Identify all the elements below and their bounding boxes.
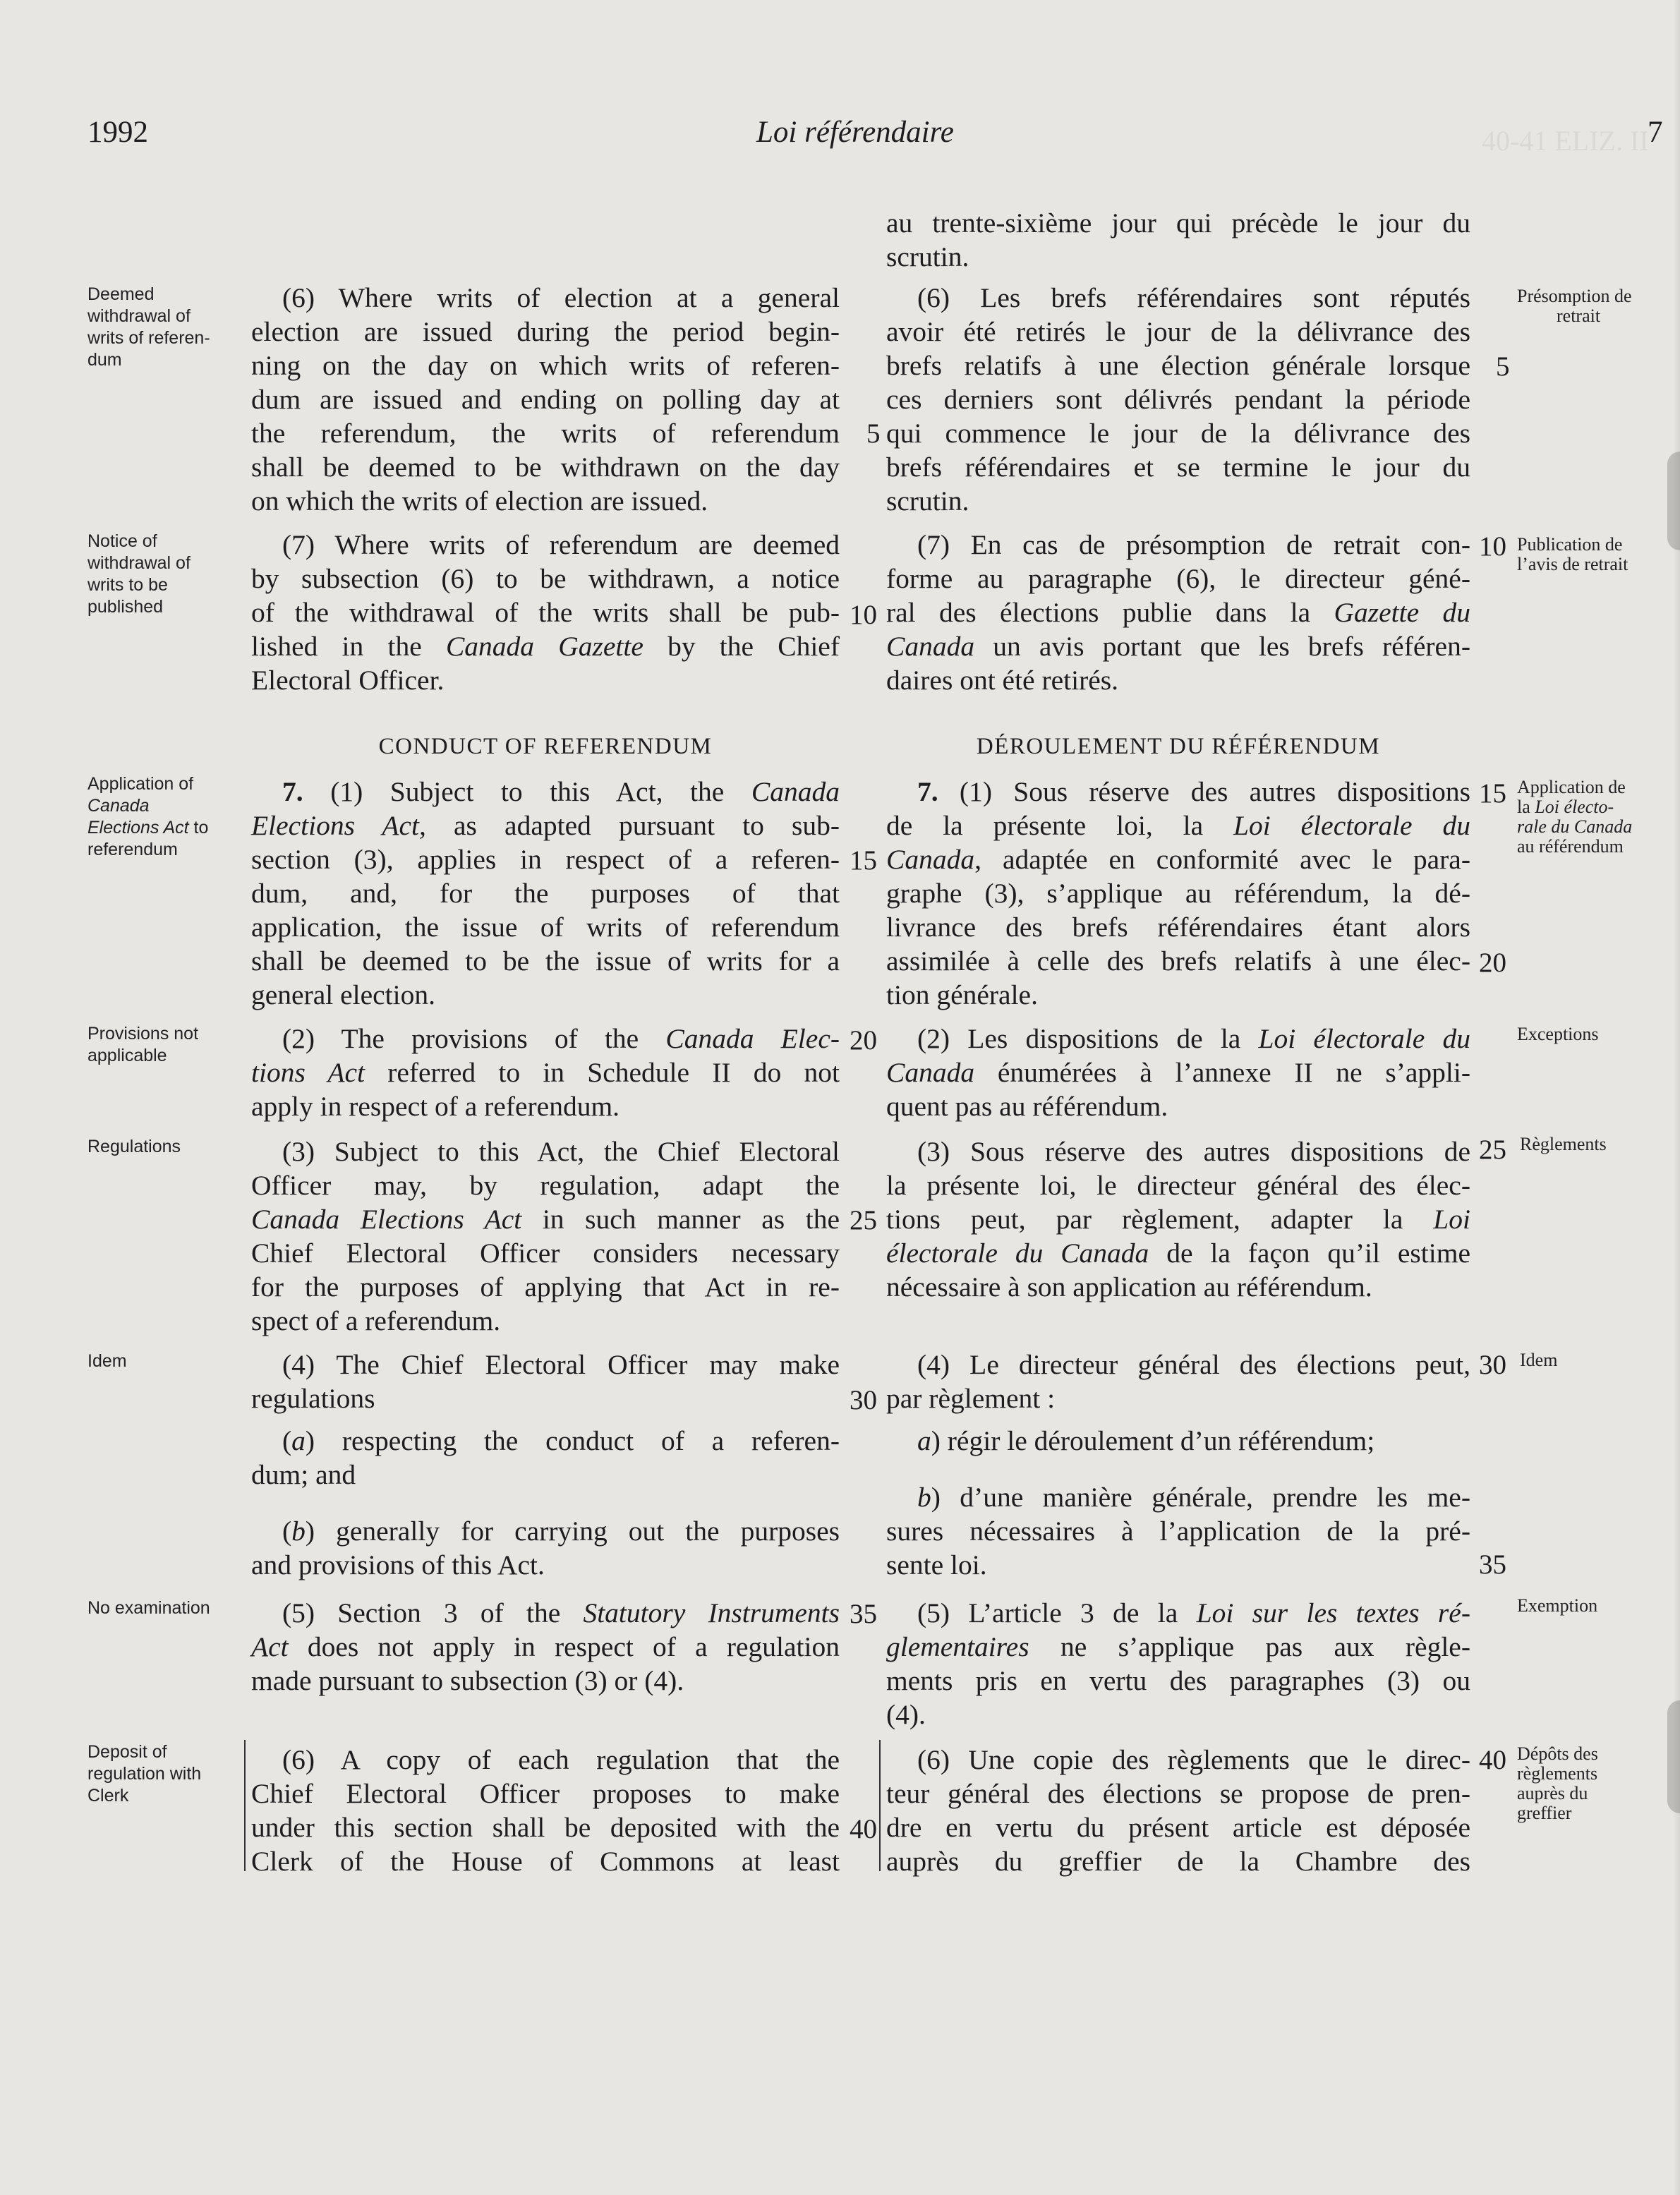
amendment-rule-fr	[879, 1740, 881, 1871]
text-line: qui commence le jour de la délivrance des	[886, 418, 1470, 449]
line-number-center: 15	[850, 845, 877, 876]
text-line: 7. (1) Sous réserve des autres dispositions	[917, 776, 1470, 807]
line-number-right: 35	[1479, 1549, 1506, 1580]
margin-note-en: Deposit of regulation with Clerk	[87, 1742, 202, 1806]
text-line: Electoral Officer.	[251, 665, 445, 696]
text-line: made pursuant to subsection (3) or (4).	[251, 1665, 684, 1696]
text-line: section (3), applies in respect of a referen-	[251, 844, 840, 875]
text-line: Canada un avis portant que les brefs référen-	[886, 631, 1470, 662]
header-page-number: 7	[1648, 116, 1663, 149]
margin-note-fr: Dépôts des règlements auprès du greffier	[1517, 1743, 1598, 1823]
text-line: (3) Subject to this Act, the Chief Electoral	[282, 1136, 840, 1167]
line-number-center: 25	[850, 1205, 877, 1235]
text-line: election are issued during the period begin-	[251, 316, 840, 347]
text-line: glementaires ne s’applique pas aux règle-	[886, 1631, 1470, 1662]
margin-note-fr: Exemption	[1517, 1595, 1598, 1616]
text-line: on which the writs of election are issued.	[251, 485, 708, 516]
text-line: shall be deemed to be the issue of writs for a	[251, 945, 840, 976]
fr-section-7-2	[886, 1022, 1470, 1123]
text-line: forme au paragraphe (6), le directeur géné-	[886, 563, 1470, 594]
text-line: dum; and	[251, 1459, 356, 1490]
text-line: shall be deemed to be withdrawn on the day	[251, 452, 840, 483]
text-line: scrutin.	[886, 241, 969, 272]
text-line: under this section shall be deposited with the	[251, 1812, 840, 1843]
text-line: quent pas au référendum.	[886, 1091, 1168, 1122]
en-section-7-1	[251, 775, 840, 1012]
line-number-right: 40	[1479, 1745, 1506, 1775]
text-line: dum, and, for the purposes of that	[251, 878, 840, 909]
text-line: (6) Une copie des règlements que le direc-	[917, 1744, 1470, 1775]
text-line: regulations	[251, 1383, 375, 1414]
en-subsection-6	[251, 281, 840, 518]
margin-note-fr: Publication de l’avis de retrait	[1517, 534, 1628, 574]
text-line: (a) respecting the conduct of a referen-	[282, 1425, 840, 1456]
amendment-rule-en	[244, 1740, 246, 1871]
fr-section-7-4	[886, 1348, 1470, 1415]
text-line: (2) The provisions of the Canada Elec-	[282, 1023, 840, 1054]
text-line: ces derniers sont délivrés pendant la période	[886, 384, 1470, 415]
en-section-7-3	[251, 1135, 840, 1338]
text-line: a) régir le déroulement d’un référendum;	[917, 1425, 1375, 1456]
text-line: ning on the day on which writs of referen-	[251, 350, 840, 381]
line-number-center: 40	[850, 1814, 877, 1844]
text-line: avoir été retirés le jour de la délivrance des	[886, 316, 1470, 347]
margin-note-en: Notice of withdrawal of writs to be published	[87, 531, 191, 617]
text-line: (6) Where writs of election at a general	[282, 282, 840, 313]
margin-note-fr: Idem	[1520, 1350, 1558, 1370]
header-year: 1992	[87, 116, 148, 149]
en-section-7-5	[251, 1596, 840, 1698]
fr-section-7-3	[886, 1135, 1470, 1304]
text-line: (4).	[886, 1699, 926, 1730]
text-line: (2) Les dispositions de la Loi électorale du	[917, 1023, 1470, 1054]
en-section-7-6	[251, 1743, 840, 1878]
fr-paragraph-a	[886, 1424, 1470, 1458]
text-line: (4) The Chief Electoral Officer may make	[282, 1349, 840, 1380]
text-line: dre en vertu du présent article est déposée	[886, 1812, 1470, 1843]
line-number-right: 20	[1479, 948, 1506, 978]
text-line: tions Act referred to in Schedule II do not	[251, 1057, 840, 1088]
text-line: general election.	[251, 979, 435, 1010]
text-line: brefs relatifs à une élection générale lorsque	[886, 350, 1470, 381]
margin-note-en: Application of Canada Elections Act to referendum	[87, 774, 209, 859]
text-line: électorale du Canada de la façon qu’il estime	[886, 1238, 1470, 1269]
text-line: Chief Electoral Officer considers necessary	[251, 1238, 840, 1269]
text-line: and provisions of this Act.	[251, 1549, 545, 1580]
text-line: Canada, adaptée en conformité avec le para-	[886, 844, 1470, 875]
line-number-center: 30	[850, 1385, 877, 1415]
margin-note-fr: Présomption de retrait	[1517, 286, 1632, 326]
margin-note-en: No examination	[87, 1598, 210, 1618]
line-number-center: 10	[850, 600, 877, 630]
text-line: de la présente loi, la Loi électorale du	[886, 810, 1470, 841]
en-paragraph-a	[251, 1424, 840, 1492]
line-number-center: 20	[850, 1025, 877, 1056]
text-line: nécessaire à son application au référendum.	[886, 1271, 1372, 1302]
margin-note-fr: Règlements	[1520, 1134, 1607, 1154]
text-line: for the purposes of applying that Act in re-	[251, 1271, 840, 1302]
text-line: (3) Sous réserve des autres dispositions de	[917, 1136, 1470, 1167]
text-line: application, the issue of writs of referendum	[251, 912, 840, 943]
text-line: (b) generally for carrying out the purposes	[282, 1516, 840, 1547]
line-number-right: 5	[1496, 351, 1510, 382]
text-line: teur général des élections se propose de pren-	[886, 1778, 1470, 1809]
page-edge-shadow	[1673, 0, 1680, 2195]
text-line: Act does not apply in respect of a regulation	[251, 1631, 840, 1662]
text-line: sente loi.	[886, 1549, 987, 1580]
line-number-center: 5	[866, 418, 881, 449]
text-line: graphe (3), s’applique au référendum, la dé-	[886, 878, 1470, 909]
en-section-7-2	[251, 1022, 840, 1123]
text-line: the referendum, the writs of referendum	[251, 418, 840, 449]
fr-section-heading: DÉROULEMENT DU RÉFÉRENDUM	[976, 734, 1381, 759]
text-line: scrutin.	[886, 485, 969, 516]
fr-section-7-5	[886, 1596, 1470, 1731]
text-line: par règlement :	[886, 1383, 1056, 1414]
line-number-right: 30	[1479, 1350, 1506, 1380]
text-line: (6) A copy of each regulation that the	[282, 1744, 840, 1775]
en-section-heading: CONDUCT OF REFERENDUM	[378, 734, 713, 759]
line-number-center: 35	[850, 1599, 877, 1629]
text-line: Canada énumérées à l’annexe II ne s’appli-	[886, 1057, 1470, 1088]
line-number-right: 25	[1479, 1135, 1506, 1165]
text-line: sures nécessaires à l’application de la pré-	[886, 1516, 1470, 1547]
fr-subsection-7	[886, 528, 1470, 697]
text-line: la présente loi, le directeur général des élec-	[886, 1170, 1470, 1201]
line-number-right: 15	[1479, 778, 1506, 809]
text-line: lished in the Canada Gazette by the Chief	[251, 631, 840, 662]
text-line: apply in respect of a referendum.	[251, 1091, 620, 1122]
text-line: of the withdrawal of the writs shall be pub-	[251, 597, 840, 628]
text-line: brefs référendaires et se termine le jour du	[886, 452, 1470, 483]
text-line: (5) L’article 3 de la Loi sur les textes ré-	[917, 1597, 1470, 1628]
margin-note-en: Provisions not applicable	[87, 1024, 199, 1065]
text-line: b) d’une manière générale, prendre les me-	[917, 1482, 1470, 1513]
text-line: Elections Act, as adapted pursuant to sub-	[251, 810, 840, 841]
text-line: (6) Les brefs référendaires sont réputés	[917, 282, 1470, 313]
line-number-right: 10	[1479, 531, 1506, 562]
text-line: tion générale.	[886, 979, 1038, 1010]
margin-note-fr: Application de la Loi électo- rale du Canada au référendum	[1517, 777, 1633, 857]
text-line: dum are issued and ending on polling day at	[251, 384, 840, 415]
text-line: ral des élections publie dans la Gazette du	[886, 597, 1470, 628]
text-line: spect of a referendum.	[251, 1305, 501, 1336]
fr-section-7-1	[886, 775, 1470, 1012]
text-line: tions peut, par règlement, adapter la Loi	[886, 1204, 1470, 1235]
text-line: Canada Elections Act in such manner as the	[251, 1204, 840, 1235]
margin-note-fr: Exceptions	[1517, 1024, 1599, 1044]
fr-subsection-6	[886, 281, 1470, 518]
fr-paragraph-b	[886, 1480, 1470, 1582]
text-line: livrance des brefs référendaires étant alors	[886, 912, 1470, 943]
text-line: (7) En cas de présomption de retrait con-	[917, 529, 1470, 560]
text-line: Officer may, by regulation, adapt the	[251, 1170, 840, 1201]
text-line: auprès du greffier de la Chambre des	[886, 1846, 1470, 1877]
text-line: assimilée à celle des brefs relatifs à une élec-	[886, 945, 1470, 976]
margin-note-en: Deemed withdrawal of writs of referen- dum	[87, 284, 210, 370]
text-line: 7. (1) Subject to this Act, the Canada	[282, 776, 840, 807]
margin-note-en: Idem	[87, 1351, 127, 1371]
en-section-7-4	[251, 1348, 840, 1415]
bleed-through-text: 40-41 ELIZ. II	[1482, 125, 1649, 157]
text-line: (4) Le directeur général des élections peut,	[917, 1349, 1470, 1380]
text-line: (5) Section 3 of the Statutory Instruments	[282, 1597, 840, 1628]
text-line: Chief Electoral Officer proposes to make	[251, 1778, 840, 1809]
text-line: daires ont été retirés.	[886, 665, 1119, 696]
en-subsection-7	[251, 528, 840, 697]
margin-note-en: Regulations	[87, 1137, 181, 1156]
text-line: by subsection (6) to be withdrawn, a notice	[251, 563, 840, 594]
text-line: Clerk of the House of Commons at least	[251, 1846, 840, 1877]
text-line: (7) Where writs of referendum are deemed	[282, 529, 840, 560]
header-title: Loi référendaire	[756, 116, 954, 149]
en-paragraph-b	[251, 1514, 840, 1582]
fr-continuation	[886, 206, 1470, 274]
fr-section-7-6	[886, 1743, 1470, 1878]
text-line: au trente-sixième jour qui précède le jour du	[886, 207, 1470, 238]
text-line: ments pris en vertu des paragraphes (3) ou	[886, 1665, 1470, 1696]
